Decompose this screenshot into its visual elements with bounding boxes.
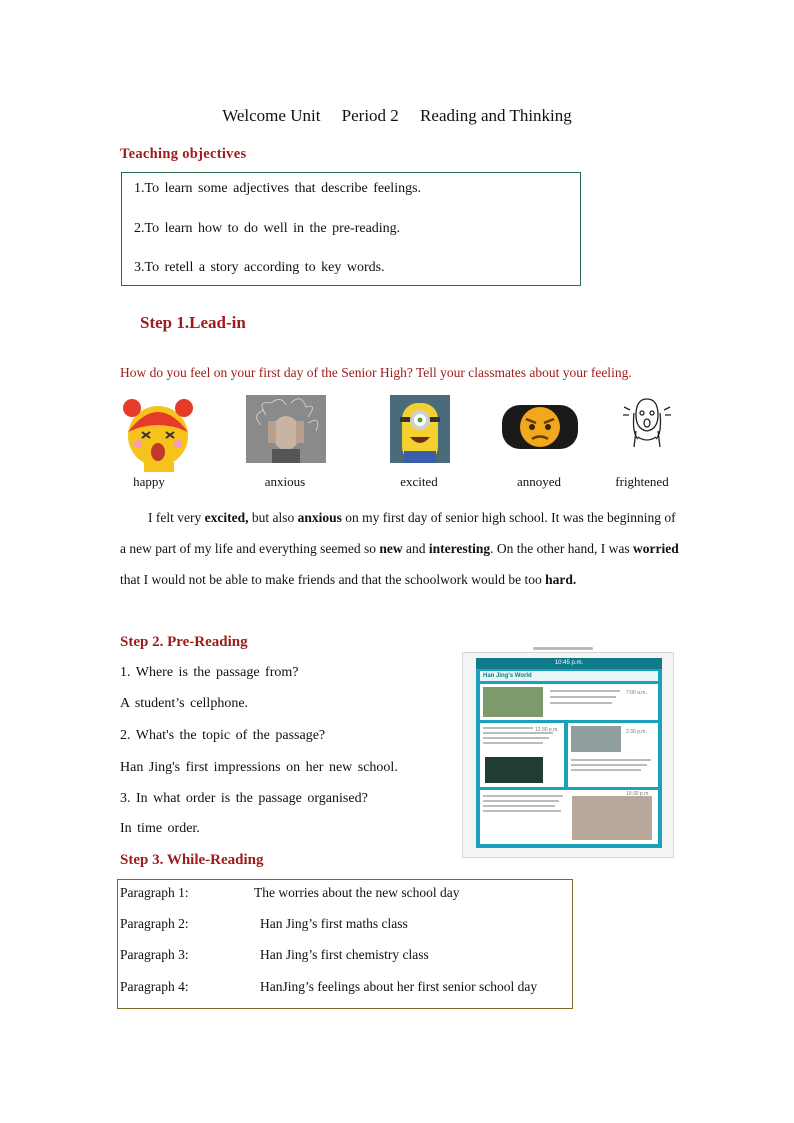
objectives-box <box>121 172 581 286</box>
post-text-line <box>550 702 612 704</box>
prereading-answer: Han Jing's first impressions on her new school. <box>120 760 398 775</box>
post-text-line <box>483 800 559 802</box>
post-timestamp: 10:30 p.m. <box>626 791 650 797</box>
post-text-line <box>483 795 563 797</box>
feeling-label-anxious: anxious <box>264 474 306 489</box>
para-text: and <box>402 541 429 556</box>
para-bold-anxious: anxious <box>297 510 342 525</box>
post-text-line <box>550 690 620 692</box>
happy-cartoon-image <box>118 392 198 472</box>
para-text: . On the other hand, I was <box>490 541 634 556</box>
objective-item: 1.To learn some adjectives that describe feelings. <box>134 181 422 196</box>
cellphone-screenshot-image <box>462 652 674 858</box>
post-text-line <box>483 727 533 729</box>
paragraph-summary: The worries about the new school day <box>254 885 460 900</box>
prereading-answer: A student’s cellphone. <box>120 696 249 711</box>
post-text-line <box>550 696 616 698</box>
anxious-woman-image <box>246 395 326 463</box>
phone-post <box>480 684 658 720</box>
post-timestamp: 7:00 a.m. <box>626 690 647 696</box>
annoyed-emoji-image <box>498 397 582 457</box>
paragraph-label: Paragraph 2: <box>120 916 189 931</box>
paragraph-summary: Han Jing’s first maths class <box>260 916 408 931</box>
para-bold-excited: excited, <box>204 510 249 525</box>
post-lab-photo <box>571 726 621 752</box>
post-text-line <box>571 769 641 771</box>
paragraph-label: Paragraph 1: <box>120 885 189 900</box>
para-text: I felt very <box>148 510 205 525</box>
step3-heading: Step 3. While-Reading <box>120 852 264 868</box>
para-text: but also <box>248 510 298 525</box>
feeling-label-annoyed: annoyed <box>516 474 562 489</box>
phone-speaker <box>533 647 593 650</box>
paragraph-label: Paragraph 4: <box>120 979 189 994</box>
feeling-label-excited: excited <box>400 474 438 489</box>
post-timestamp: 12:30 p.m. <box>535 727 559 733</box>
objective-item: 3.To retell a story according to key words. <box>134 260 385 275</box>
phone-post <box>480 790 658 844</box>
post-text-line <box>483 805 555 807</box>
step2-heading: Step 2. Pre-Reading <box>120 634 248 650</box>
post-text-line <box>571 759 651 761</box>
para-bold-new: new <box>379 541 403 556</box>
leadin-paragraph <box>120 502 680 595</box>
post-classroom-photo <box>572 796 652 840</box>
prereading-question: 2. What's the topic of the passage? <box>120 728 326 743</box>
post-photo <box>483 687 543 717</box>
page-title: Welcome Unit Period 2 Reading and Thinking <box>222 106 572 125</box>
frightened-sketch-image <box>620 393 674 455</box>
para-bold-hard: hard. <box>545 572 577 587</box>
excited-minion-image <box>390 395 450 463</box>
paragraph-table <box>117 879 573 1009</box>
post-timestamp: 2:30 p.m. <box>626 729 647 735</box>
post-text-line <box>483 810 561 812</box>
step1-heading: Step 1.Lead-in <box>140 313 246 332</box>
feeling-label-happy: happy <box>133 474 165 489</box>
post-text-line <box>483 742 543 744</box>
post-blackboard-photo <box>485 757 543 783</box>
phone-status-time: 10:45 p.m. <box>476 658 662 669</box>
para-text: that I would not be able to make friends and that the schoolwork would be too <box>120 572 546 587</box>
prereading-question: 3. In what order is the passage organised? <box>120 791 368 806</box>
prereading-answer: In time order. <box>120 821 200 836</box>
feeling-label-frightened: frightened <box>615 474 669 489</box>
para-bold-interesting: interesting <box>428 541 491 556</box>
phone-post <box>568 723 658 787</box>
post-text-line <box>571 764 647 766</box>
para-bold-worried: worried <box>633 541 679 556</box>
paragraph-summary: HanJing’s feelings about her first senior school day <box>260 979 538 994</box>
objective-item: 2.To learn how to do well in the pre-reading. <box>134 221 401 236</box>
paragraph-label: Paragraph 3: <box>120 947 189 962</box>
leadin-question: How do you feel on your first day of the Senior High? Tell your classmates about your feeling. <box>120 365 632 380</box>
phone-post <box>480 723 564 787</box>
phone-screen <box>476 658 662 848</box>
para-text: on my first day of senior high school. It was the beginning of a new part of my life and everything seemed so <box>120 510 676 556</box>
objectives-heading: Teaching objectives <box>120 146 247 162</box>
phone-app-title: Han Jing's World <box>480 671 658 681</box>
post-text-line <box>483 737 549 739</box>
paragraph-summary: Han Jing’s first chemistry class <box>260 947 429 962</box>
prereading-question: 1. Where is the passage from? <box>120 665 299 680</box>
